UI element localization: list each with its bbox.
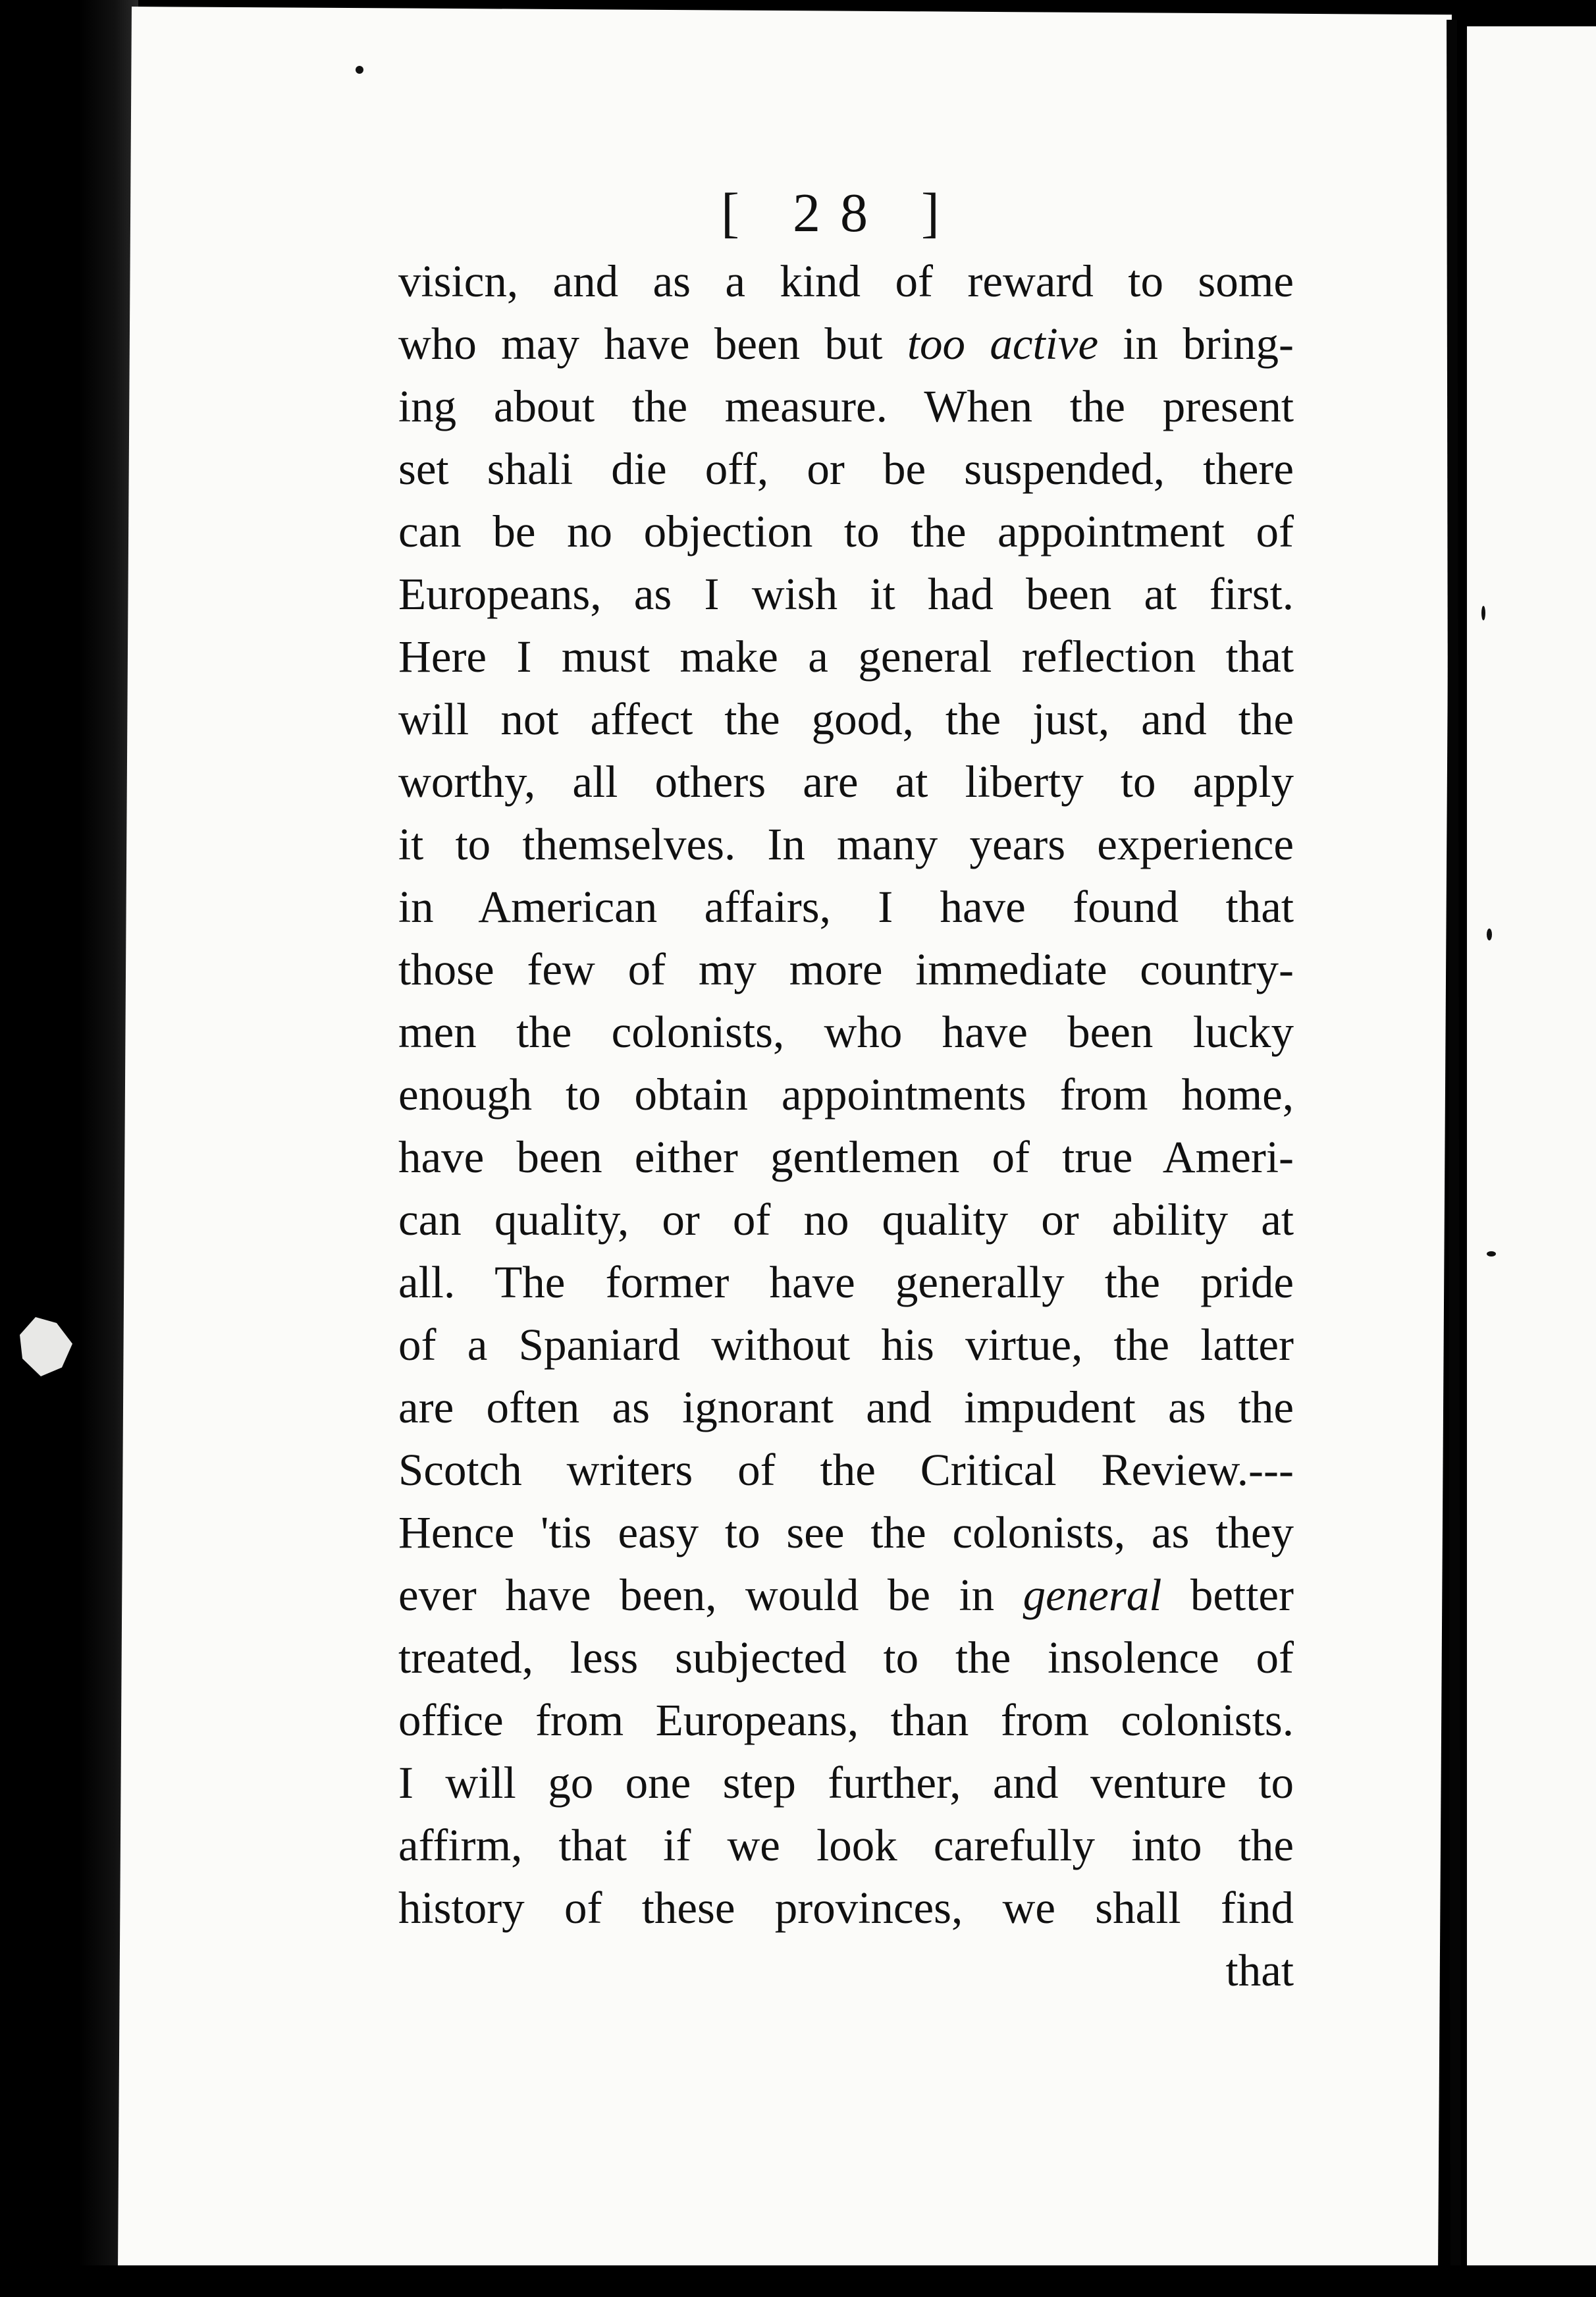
text-line: I will go one step further, and venture to: [398, 1758, 1294, 1808]
text-line: can be no objection to the appointment of: [398, 506, 1294, 556]
text-line: those few of my more immediate country-: [398, 944, 1294, 994]
text-line: office from Europeans, than from colonists.: [398, 1695, 1294, 1745]
text-line: history of these provinces, we shall find: [398, 1883, 1294, 1933]
text-line: have been either gentlemen of true Ameri-: [398, 1132, 1294, 1182]
ink-speck: [356, 66, 363, 74]
italic-text: too active: [907, 319, 1099, 369]
text-line: can quality, or of no quality or ability at: [398, 1195, 1294, 1245]
text-line: of a Spaniard without his virtue, the latter: [398, 1320, 1294, 1370]
bottom-border: [0, 2265, 1596, 2297]
ink-speck: [1481, 606, 1485, 620]
text-line: in American affairs, I have found that: [398, 882, 1294, 932]
text-line: Scotch writers of the Critical Review.---: [398, 1445, 1294, 1495]
text-line: will not affect the good, the just, and the: [398, 694, 1294, 744]
text-line: it to themselves. In many years experience: [398, 819, 1294, 869]
text-line: Here I must make a general reflection that: [398, 632, 1294, 682]
page-number: [ 28 ]: [721, 182, 959, 244]
text-line: treated, less subjected to the insolence of: [398, 1633, 1294, 1683]
text-line: all. The former have generally the pride: [398, 1257, 1294, 1307]
adjacent-page-edge: [1467, 26, 1596, 2265]
ink-speck: [1487, 929, 1492, 940]
text-line: enough to obtain appointments from home,: [398, 1069, 1294, 1120]
ink-speck: [1487, 1251, 1496, 1257]
text-line: who may have been but too active in bring-: [398, 319, 1294, 369]
text-line: set shali die off, or be suspended, there: [398, 444, 1294, 494]
page-body-text: [398, 250, 1294, 2002]
text-line: are often as ignorant and impudent as the: [398, 1382, 1294, 1432]
italic-text: general: [1023, 1570, 1162, 1620]
text-line: worthy, all others are at liberty to apply: [398, 757, 1294, 807]
paper-fragment: [20, 1317, 72, 1376]
text-line: affirm, that if we look carefully into the: [398, 1820, 1294, 1870]
text-line: Hence 'tis easy to see the colonists, as they: [398, 1507, 1294, 1557]
text-line: ing about the measure. When the present: [398, 381, 1294, 431]
page-gutter-line: [1447, 20, 1461, 2265]
text-line: ever have been, would be in general better: [398, 1570, 1294, 1620]
text-line: men the colonists, who have been lucky: [398, 1007, 1294, 1057]
text-line: visicn, and as a kind of reward to some: [398, 256, 1294, 306]
text-line: Europeans, as I wish it had been at first.: [398, 569, 1294, 619]
catchword: that: [1225, 1945, 1294, 1995]
